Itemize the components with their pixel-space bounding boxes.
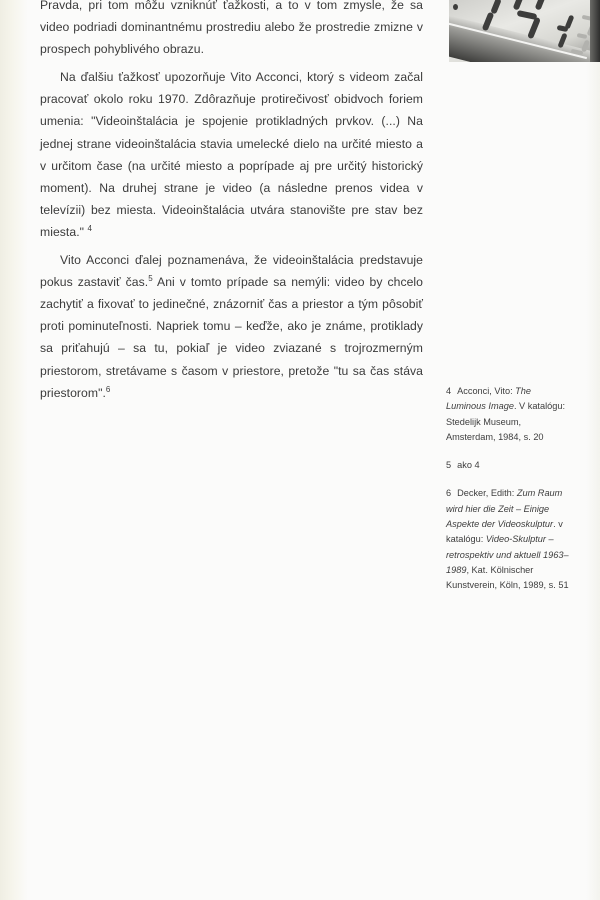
footnote-author: Decker, Edith: xyxy=(457,488,517,499)
paragraph-3-text-b: Ani v tomto prípade sa nemýli: video by chcelo zachytiť a fixovať to jedinečné, znázorniť čas a priestor a tým pôsobiť proti pominuteľnosti. Napriek tomu – keďže, ako je známe, protiklady sa priťahujú – sa tu, pokiaľ je video zviazané s trojrozmerným priestorom, stretávame s časom v priestore, pretože "tu sa čas stáva priestorom". xyxy=(40,275,424,400)
footnotes-column xyxy=(446,384,571,607)
main-text-column xyxy=(40,0,423,410)
paragraph-1-text: Pravda, pri tom môžu vzniknúť ťažkosti, a to v tom zmysle, že sa video podriadi dominantnému prostrediu alebo že prostredie zmizne v prospech pohyblivého obrazu. xyxy=(40,0,423,57)
footnote-number: 5 xyxy=(446,460,452,471)
footnote-text: ako 4 xyxy=(457,460,480,471)
footnote-4 xyxy=(446,384,571,445)
paragraph-3 xyxy=(40,249,423,404)
footnote-ref-5[interactable]: 5 xyxy=(148,274,153,284)
lcd-segment-icon xyxy=(535,0,546,11)
lcd-segment-icon xyxy=(565,15,575,30)
footnote-catalog-title: Video-Skulptur – retrospektiv und aktuell 1963–1989 xyxy=(446,534,569,575)
clock-casing-edge xyxy=(590,0,600,62)
footnote-number: 4 xyxy=(446,386,452,396)
lcd-segment-icon xyxy=(513,0,524,11)
paragraph-1 xyxy=(40,0,423,60)
footnote-title: The Luminous Image xyxy=(446,386,532,412)
footnote-author: Acconci, Vito: xyxy=(457,386,516,396)
lcd-segment-icon xyxy=(527,17,541,40)
paragraph-2 xyxy=(40,66,423,243)
footnote-6 xyxy=(446,486,571,593)
footnote-ref-4[interactable]: 4 xyxy=(87,223,92,233)
lcd-segment-icon xyxy=(453,4,458,10)
clock-display-photo xyxy=(449,0,600,62)
footnote-source: , Kat. Kölnischer Kunstverein, Köln, 1989, s. 51 xyxy=(446,564,569,591)
paragraph-2-text: Na ďalšiu ťažkosť upozorňuje Vito Acconci, ktorý s videom začal pracovať okolo roku 1970. Zdôrazňuje protirečivosť obidvoch foriem umenia: "Videoinštalácia je spojenie protikladných prvkov. (...) Na jednej strane videoinštalácia stavia umelecké dielo na určité miesto a v určitom čase (na určité miesto a poprípade aj pre určitý historický moment). Na druhej strane je video (a následne prenos videa v televízii) bez miesta. Videoinštalácia utvára stanovište pre stav bez miesta." xyxy=(40,70,423,239)
lcd-segment-icon xyxy=(577,33,588,39)
footnote-number: 6 xyxy=(446,488,452,499)
footnote-title: Zum Raum wird hier die Zeit – Einige Aspekte der Videoskulptur xyxy=(446,488,563,530)
footnote-connector: . v katalógu: xyxy=(446,519,563,545)
page-edge-shadow xyxy=(586,0,600,900)
footnote-source: . V katalógu: Stedelijk Museum, Amsterdam, 1984, s. 20 xyxy=(446,401,566,442)
paragraph-3-text-a: Vito Acconci ďalej poznamenáva, že videoinštalácia predstavuje pokus zastaviť čas. xyxy=(40,253,423,290)
footnote-5 xyxy=(446,458,571,473)
page-gutter-shadow xyxy=(0,0,28,900)
footnote-ref-6[interactable]: 6 xyxy=(105,384,111,394)
